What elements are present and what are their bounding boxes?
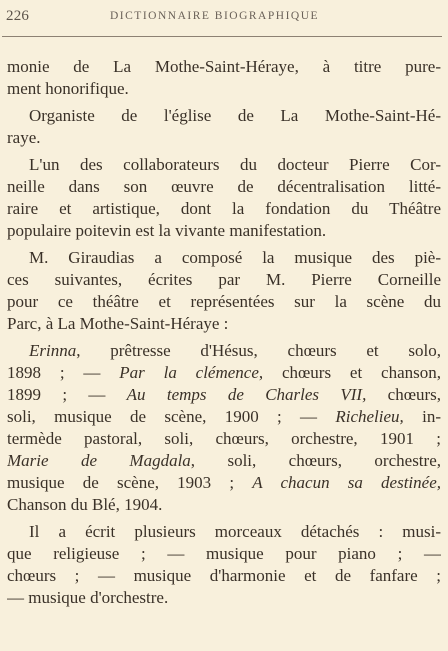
text-run: chœurs, (366, 385, 441, 404)
text-line (7, 56, 441, 78)
text-line (7, 340, 441, 362)
text-line (7, 472, 441, 494)
text-run: chœurs ; — musique d'harmonie et de fanfare ; (7, 566, 441, 585)
running-title: DICTIONNAIRE BIOGRAPHIQUE (110, 10, 320, 22)
italic-title: Richelieu, (335, 407, 404, 426)
paragraph (7, 521, 441, 609)
text-run: Organiste de l'église de La Mothe-Saint-Hé- (29, 106, 441, 125)
paragraph (7, 247, 441, 335)
text-run: in- (403, 407, 441, 426)
text-line (7, 428, 441, 450)
text-run: Il a écrit plusieurs morceaux détachés : musi- (29, 522, 441, 541)
text-run: que religieuse ; — musique pour piano ; — (7, 544, 441, 563)
text-line (7, 220, 441, 242)
italic-title: A chacun sa destinée, (252, 473, 441, 492)
text-run: pour ce théâtre et représentées sur la scène du (7, 292, 441, 311)
text-run: soli, musique de scène, 1900 ; — (7, 407, 336, 426)
text-run: raire et artistique, dont la fondation du Théâtre (7, 199, 441, 218)
text-line (7, 494, 441, 516)
text-line (7, 384, 441, 406)
text-run: M. Giraudias a composé la musique des piè- (29, 248, 441, 267)
italic-title: Au temps de Charles VII, (126, 385, 367, 404)
text-line (7, 406, 441, 428)
header-rule (2, 36, 442, 37)
text-run: Chanson du Blé, 1904. (7, 495, 163, 514)
text-line (7, 127, 441, 149)
paragraph (7, 56, 441, 100)
text-run: L'un des collaborateurs du docteur Pierre Cor- (29, 155, 441, 174)
text-line (7, 176, 441, 198)
text-run: — musique d'orchestre. (7, 588, 169, 607)
text-line (7, 105, 441, 127)
text-run: Parc, à La Mothe-Saint-Héraye : (7, 314, 229, 333)
page-header (6, 8, 444, 30)
italic-title: Erinna (29, 341, 77, 360)
text-line (7, 198, 441, 220)
text-line (7, 565, 441, 587)
text-line (7, 587, 441, 609)
text-line (7, 521, 441, 543)
text-run: ces suivantes, écrites par M. Pierre Corneille (7, 270, 441, 289)
text-line (7, 543, 441, 565)
body-text (7, 56, 441, 609)
text-run: , chœurs et chanson, (258, 363, 441, 382)
text-run: termède pastoral, soli, chœurs, orchestre, 1901 ; (7, 429, 441, 448)
text-run: raye. (7, 128, 41, 147)
text-run: musique de scène, 1903 ; (7, 473, 253, 492)
text-run: 1899 ; — (7, 385, 127, 404)
italic-title: Marie de Magdala (7, 451, 191, 470)
text-run: 1898 ; — (7, 363, 120, 382)
text-line (7, 450, 441, 472)
paragraph (7, 105, 441, 149)
text-run: neille dans son œuvre de décentralisation litté- (7, 177, 441, 196)
text-line (7, 313, 441, 335)
text-line (7, 269, 441, 291)
text-run: monie de La Mothe-Saint-Héraye, à titre pure- (7, 57, 441, 76)
paragraph (7, 340, 441, 516)
text-run: , soli, chœurs, orchestre, (190, 451, 441, 470)
text-run: , prêtresse d'Hésus, chœurs et solo, (76, 341, 441, 360)
text-run: populaire poitevin est la vivante manifestation. (7, 221, 327, 240)
text-line (7, 362, 441, 384)
text-line (7, 247, 441, 269)
text-line (7, 291, 441, 313)
paragraph (7, 154, 441, 242)
italic-title: Par la clémence (119, 363, 259, 382)
text-run: ment honorifique. (7, 79, 129, 98)
text-line (7, 154, 441, 176)
text-line (7, 78, 441, 100)
page-number: 226 (6, 8, 30, 24)
